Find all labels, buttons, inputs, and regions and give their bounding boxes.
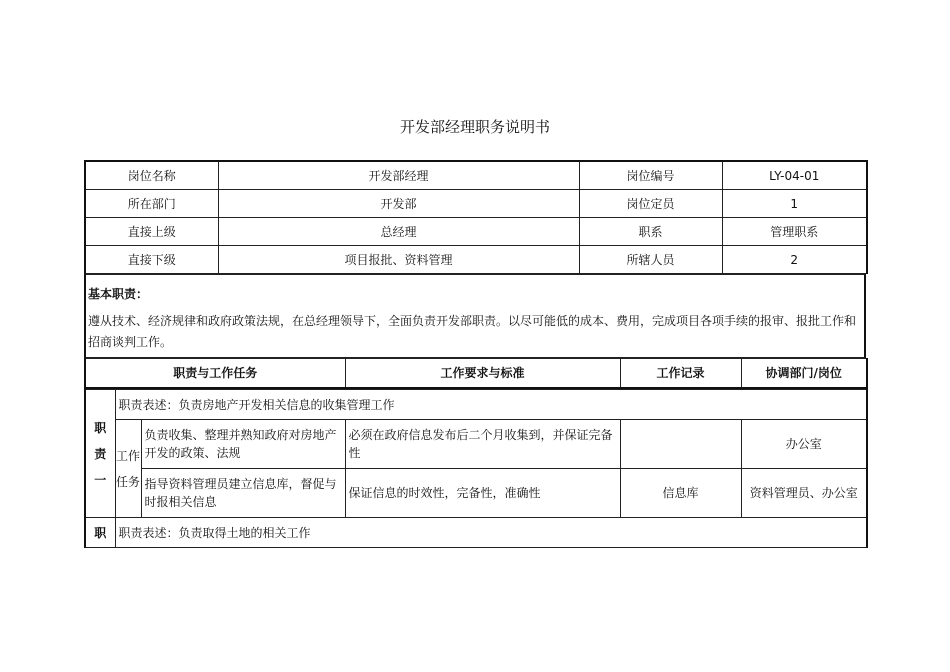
duty-number-cell: 职 xyxy=(85,518,115,548)
table-row xyxy=(85,190,867,218)
table-row xyxy=(85,518,867,548)
column-header: 职责与工作任务 xyxy=(85,359,345,389)
label-cell: 岗位名称 xyxy=(85,161,218,190)
value-cell: 项目报批、资料管理 xyxy=(218,246,579,274)
duty-description: 职责表述：负责房地产开发相关信息的收集管理工作 xyxy=(115,390,867,420)
table-row xyxy=(85,218,867,246)
basic-duties-heading: 基本职责： xyxy=(88,287,149,301)
label-cell: 直接上级 xyxy=(85,218,218,246)
standard-cell: 必须在政府信息发布后二个月收集到，并保证完备性 xyxy=(345,420,620,469)
info-table xyxy=(84,160,868,274)
label-cell: 职系 xyxy=(579,218,722,246)
value-cell: 总经理 xyxy=(218,218,579,246)
table-row xyxy=(85,469,867,518)
value-cell: 1 xyxy=(722,190,867,218)
label-cell: 直接下级 xyxy=(85,246,218,274)
coord-cell: 办公室 xyxy=(741,420,867,469)
value-cell: 2 xyxy=(722,246,867,274)
page-title: 开发部经理职务说明书 xyxy=(399,118,550,136)
duty-header-table xyxy=(84,358,868,389)
table-row xyxy=(85,161,867,190)
table-row xyxy=(85,420,867,469)
coord-cell: 资料管理员、办公室 xyxy=(741,469,867,518)
table-row xyxy=(85,246,867,274)
value-cell: 开发部 xyxy=(218,190,579,218)
value-cell: 管理职系 xyxy=(722,218,867,246)
label-cell: 岗位定员 xyxy=(579,190,722,218)
duty-description: 职责表述：负责取得土地的相关工作 xyxy=(115,518,867,548)
standard-cell: 保证信息的时效性，完备性，准确性 xyxy=(345,469,620,518)
duty-table xyxy=(84,389,868,548)
column-header: 协调部门/岗位 xyxy=(741,359,867,389)
basic-duties-text: 遵从技术、经济规律和政府政策法规，在总经理领导下，全面负责开发部职责。以尽可能低的成本、费用，完成项目各项手续的报审、报批工作和招商谈判工作。 xyxy=(88,314,857,349)
label-cell: 所在部门 xyxy=(85,190,218,218)
record-cell: 信息库 xyxy=(620,469,741,518)
value-cell: 开发部经理 xyxy=(218,161,579,190)
table-row xyxy=(85,390,867,420)
task-cell: 指导资料管理员建立信息库，督促与时报相关信息 xyxy=(141,469,345,518)
task-cell: 负责收集、整理并熟知政府对房地产开发的政策、法规 xyxy=(141,420,345,469)
value-cell: LY-04-01 xyxy=(722,161,867,190)
job-description-document xyxy=(84,160,866,548)
duty-number-cell: 职 责 一 xyxy=(85,390,115,518)
table-header-row xyxy=(85,359,867,389)
column-header: 工作记录 xyxy=(620,359,741,389)
label-cell: 所辖人员 xyxy=(579,246,722,274)
column-header: 工作要求与标准 xyxy=(345,359,620,389)
record-cell xyxy=(620,420,741,469)
label-cell: 岗位编号 xyxy=(579,161,722,190)
basic-duties-section xyxy=(84,274,866,358)
task-label-cell: 工作 任务 xyxy=(115,420,141,518)
